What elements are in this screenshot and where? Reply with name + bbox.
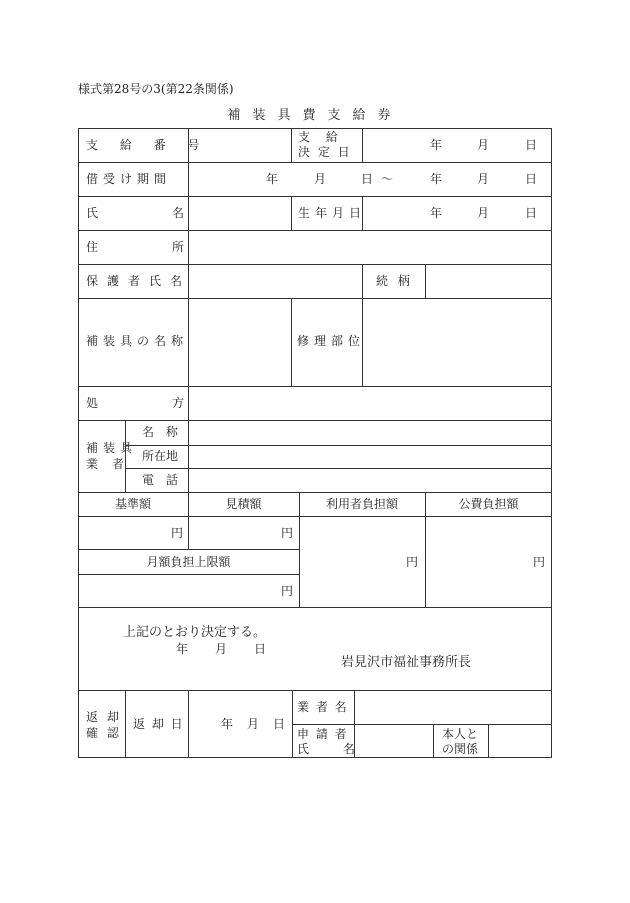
prescription-label-first: 処: [86, 396, 99, 410]
row-line: [78, 492, 552, 493]
public-burden-unit: 円: [533, 555, 546, 569]
return-day: 日: [273, 717, 286, 731]
name-label-second: 名: [172, 206, 185, 220]
loan-from-month: 月: [314, 172, 327, 186]
col-line: [488, 724, 489, 758]
decision-date-month: 月: [477, 138, 490, 152]
col-line: [291, 298, 292, 386]
decision-month: 月: [215, 642, 228, 656]
col-line: [425, 264, 426, 298]
user-burden-unit: 円: [406, 555, 419, 569]
supplier-name-label: 名 称: [142, 425, 178, 439]
table-border-left: [78, 128, 79, 758]
row-line: [292, 724, 552, 725]
loan-period-label: 借受け期間: [86, 172, 172, 186]
loan-tilde: ～: [381, 172, 394, 186]
decision-date-label-line1: 支 給: [298, 130, 338, 144]
monthly-limit-unit: 円: [281, 584, 294, 598]
public-burden-header: 公費負担額: [458, 497, 519, 511]
supplier-phone-label: 電 話: [142, 473, 178, 487]
row-line: [78, 162, 552, 163]
decision-date-label-line2: 決 定 日: [298, 145, 350, 159]
relation-to-self-label-line1: 本人と: [442, 727, 479, 741]
return-month: 月: [247, 717, 260, 731]
voucher-form: [78, 128, 552, 758]
loan-to-year: 年: [430, 172, 443, 186]
supplier-location-label: 所在地: [142, 449, 179, 463]
row-line: [125, 468, 552, 469]
supplier-group-label-line1: 補装具: [86, 441, 138, 455]
payment-number-field[interactable]: [189, 129, 291, 162]
monthly-limit-label: 月額負担上限額: [146, 555, 231, 569]
table-border-right: [551, 128, 552, 758]
decision-date-day: 日: [525, 138, 538, 152]
user-burden-header: 利用者負担額: [325, 497, 398, 511]
row-line: [78, 420, 552, 421]
birth-day: 日: [525, 206, 538, 220]
estimate-amount-header: 見積額: [225, 497, 262, 511]
col-line: [362, 128, 363, 162]
payment-number-label: 支 給 番 号: [86, 138, 209, 152]
decision-year: 年: [176, 642, 189, 656]
form-title: 補装具費支給券: [227, 108, 403, 123]
loan-to-month: 月: [477, 172, 490, 186]
name-label-first: 氏: [86, 206, 99, 220]
row-line: [78, 264, 552, 265]
birth-date-label: 生年月日: [298, 206, 367, 220]
loan-from-year: 年: [266, 172, 279, 186]
row-line: [78, 196, 552, 197]
col-line: [125, 420, 126, 492]
relation-to-self-label-line2: の関係: [442, 742, 479, 756]
row-line: [78, 549, 299, 550]
col-line: [188, 690, 189, 758]
table-border-top: [78, 128, 552, 129]
return-confirm-label-line1: 返 却: [86, 710, 119, 724]
relationship-label: 続 柄: [376, 274, 410, 288]
birth-month: 月: [477, 206, 490, 220]
vendor-name-label: 業 者 名: [297, 700, 347, 714]
return-year: 年: [221, 717, 234, 731]
row-line: [78, 607, 552, 608]
row-line: [78, 516, 552, 517]
col-line: [362, 264, 363, 298]
col-line: [291, 128, 292, 162]
address-label-second: 所: [172, 240, 185, 254]
col-line: [292, 690, 293, 758]
col-line: [291, 196, 292, 230]
return-date-label: 返 却 日: [133, 717, 183, 731]
row-line: [78, 298, 552, 299]
repair-part-label: 修理部位: [297, 334, 366, 348]
device-name-label: 補装具の名称: [86, 334, 189, 348]
col-line: [433, 724, 434, 758]
loan-from-day: 日: [361, 172, 374, 186]
row-line: [78, 574, 299, 575]
col-line: [188, 386, 189, 420]
issuer-name: 岩見沢市福祉事務所長: [341, 655, 472, 670]
guardian-name-label: 保護者氏名: [86, 274, 192, 288]
applicant-label-line1: 申 請 者: [297, 727, 347, 741]
loan-to-day: 日: [525, 172, 538, 186]
standard-amount-unit: 円: [171, 526, 184, 540]
decision-day: 日: [254, 642, 267, 656]
form-number: 様式第28号の3(第22条関係): [78, 82, 234, 96]
birth-year: 年: [430, 206, 443, 220]
row-line: [78, 386, 552, 387]
decision-date-year: 年: [430, 138, 443, 152]
supplier-group-label-line2: 業 者: [86, 457, 124, 471]
row-line: [78, 230, 552, 231]
return-confirm-label-line2: 確 認: [86, 726, 119, 740]
row-line: [125, 445, 552, 446]
standard-amount-header: 基準額: [114, 497, 151, 511]
col-line: [188, 298, 189, 386]
row-line: [78, 690, 552, 691]
prescription-label-second: 方: [172, 396, 185, 410]
decision-statement: 上記のとおり決定する。: [123, 625, 267, 640]
table-border-bottom: [78, 757, 552, 758]
estimate-amount-unit: 円: [281, 526, 294, 540]
col-line: [188, 230, 189, 264]
address-label-first: 住: [86, 240, 99, 254]
applicant-label-line2: 氏 名: [297, 742, 355, 756]
col-line: [188, 420, 189, 492]
col-line: [125, 690, 126, 758]
